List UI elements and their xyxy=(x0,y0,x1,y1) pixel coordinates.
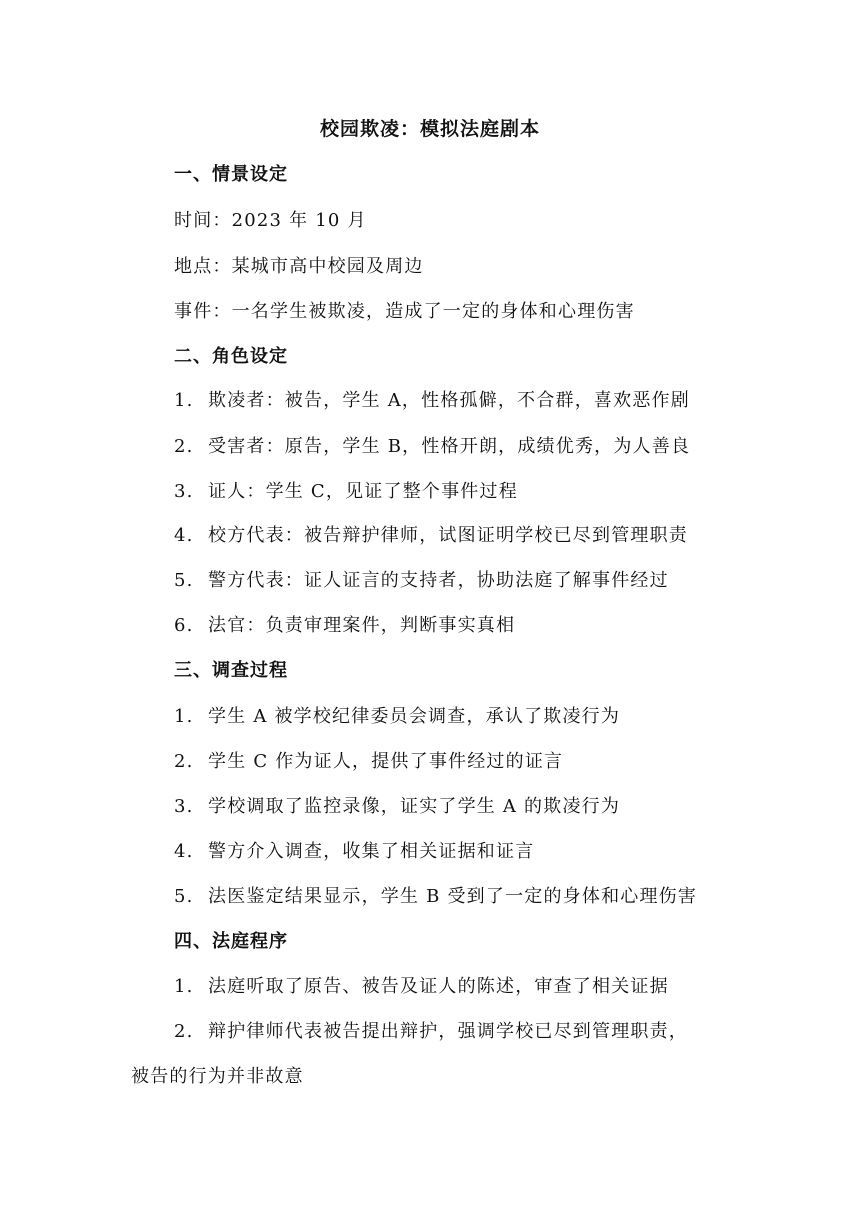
list-item xyxy=(174,566,669,592)
scenario-event: 事件：一名学生被欺凌，造成了一定的身体和心理伤害 xyxy=(174,301,635,322)
section-heading-investigation: 三、调查过程 xyxy=(174,660,288,681)
section-heading-scenario: 一、情景设定 xyxy=(174,164,288,185)
list-item xyxy=(174,432,690,458)
list-item xyxy=(174,477,518,503)
list-item-number: 5. xyxy=(174,570,194,591)
list-item-number: 4. xyxy=(174,841,194,862)
list-item-text: 欺凌者：被告，学生 A，性格孤僻，不合群，喜欢恶作剧 xyxy=(208,390,690,411)
list-item-number: 2. xyxy=(174,436,194,457)
list-item xyxy=(174,611,515,637)
list-item-number: 1. xyxy=(174,706,194,727)
list-item-number: 3. xyxy=(174,481,194,502)
section-heading-roles: 二、角色设定 xyxy=(174,346,288,367)
list-item-text: 学生 A 被学校纪律委员会调查，承认了欺凌行为 xyxy=(208,706,621,727)
page-title: 校园欺凌：模拟法庭剧本 xyxy=(319,118,540,140)
list-item-number: 1. xyxy=(174,390,194,411)
list-item xyxy=(174,386,690,412)
list-item-text: 证人：学生 C，见证了整个事件过程 xyxy=(208,481,518,502)
list-item-text: 法庭听取了原告、被告及证人的陈述，审查了相关证据 xyxy=(208,976,669,997)
list-item xyxy=(174,702,620,728)
list-item-text: 警方介入调查，收集了相关证据和证言 xyxy=(208,841,535,862)
section-heading-court-procedure: 四、法庭程序 xyxy=(174,931,288,952)
list-item xyxy=(174,882,697,908)
list-item-number: 3. xyxy=(174,796,194,817)
list-item-text: 辩护律师代表被告提出辩护，强调学校已尽到管理职责， xyxy=(208,1021,688,1042)
list-item-number: 1. xyxy=(174,976,194,997)
list-item-text: 法医鉴定结果显示，学生 B 受到了一定的身体和心理伤害 xyxy=(208,886,698,907)
list-item-text: 受害者：原告，学生 B，性格开朗，成绩优秀，为人善良 xyxy=(208,436,691,457)
list-item xyxy=(174,521,688,547)
list-item xyxy=(174,972,669,998)
scenario-time: 时间：2023 年 10 月 xyxy=(174,210,367,231)
list-item-text: 学校调取了监控录像，证实了学生 A 的欺凌行为 xyxy=(208,796,621,817)
list-item-text: 校方代表：被告辩护律师，试图证明学校已尽到管理职责 xyxy=(208,525,688,546)
list-item-text: 学生 C 作为证人，提供了事件经过的证言 xyxy=(208,751,564,772)
list-item-continuation: 被告的行为并非故意 xyxy=(131,1066,304,1087)
list-item-number: 5. xyxy=(174,886,194,907)
list-item-text: 警方代表：证人证言的支持者，协助法庭了解事件经过 xyxy=(208,570,669,591)
list-item xyxy=(174,837,534,863)
list-item-number: 4. xyxy=(174,525,194,546)
list-item xyxy=(174,792,620,818)
list-item xyxy=(174,1017,688,1043)
list-item-text: 法官：负责审理案件，判断事实真相 xyxy=(208,615,516,636)
scenario-location: 地点：某城市高中校园及周边 xyxy=(174,256,424,277)
list-item xyxy=(174,747,563,773)
list-item-number: 2. xyxy=(174,751,194,772)
list-item-number: 2. xyxy=(174,1021,194,1042)
list-item-number: 6. xyxy=(174,615,194,636)
